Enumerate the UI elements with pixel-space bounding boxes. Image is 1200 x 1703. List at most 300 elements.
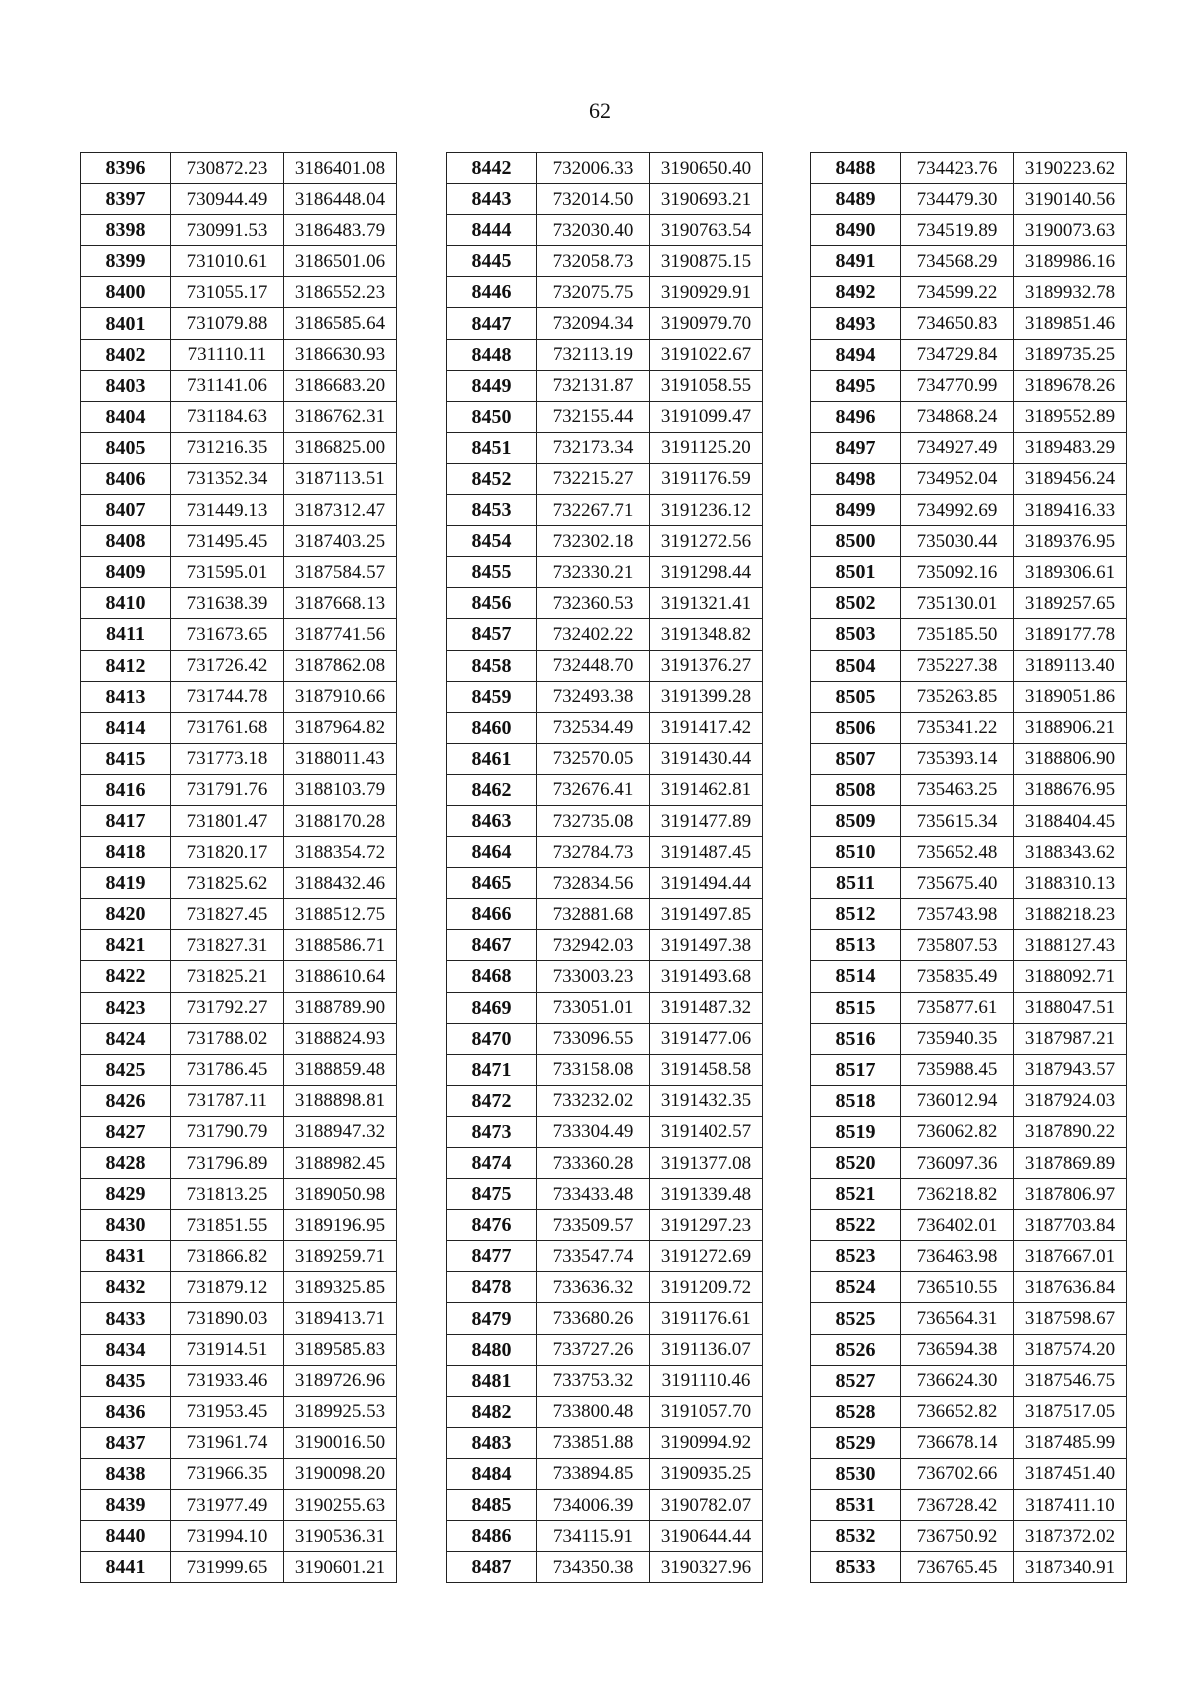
point-id-cell: 8496: [811, 401, 901, 432]
table-row: [81, 588, 397, 619]
x-coordinate-cell: 733636.32: [537, 1272, 650, 1303]
y-coordinate-cell: 3186501.06: [284, 246, 397, 277]
y-coordinate-cell: 3191321.41: [650, 588, 763, 619]
point-id-cell: 8488: [811, 153, 901, 184]
point-id-cell: 8399: [81, 246, 171, 277]
y-coordinate-cell: 3190073.63: [1014, 215, 1127, 246]
table-row: [811, 339, 1127, 370]
x-coordinate-cell: 731791.76: [171, 774, 284, 805]
point-id-cell: 8500: [811, 526, 901, 557]
point-id-cell: 8493: [811, 308, 901, 339]
table-row: [81, 401, 397, 432]
point-id-cell: 8520: [811, 1148, 901, 1179]
point-id-cell: 8485: [447, 1490, 537, 1521]
y-coordinate-cell: 3187703.84: [1014, 1210, 1127, 1241]
point-id-cell: 8435: [81, 1365, 171, 1396]
x-coordinate-cell: 731890.03: [171, 1303, 284, 1334]
table-row: [447, 432, 763, 463]
table-row: [81, 1272, 397, 1303]
point-id-cell: 8398: [81, 215, 171, 246]
table-row: [811, 370, 1127, 401]
table-row: [811, 1210, 1127, 1241]
x-coordinate-cell: 735227.38: [901, 650, 1014, 681]
point-id-cell: 8407: [81, 495, 171, 526]
table-row: [447, 961, 763, 992]
table-row: [81, 215, 397, 246]
y-coordinate-cell: 3187668.13: [284, 588, 397, 619]
x-coordinate-cell: 735393.14: [901, 743, 1014, 774]
point-id-cell: 8434: [81, 1334, 171, 1365]
point-id-cell: 8528: [811, 1396, 901, 1427]
x-coordinate-cell: 736678.14: [901, 1427, 1014, 1458]
table-row: [81, 805, 397, 836]
y-coordinate-cell: 3186401.08: [284, 153, 397, 184]
x-coordinate-cell: 733433.48: [537, 1179, 650, 1210]
table-row: [81, 1085, 397, 1116]
table-row: [811, 1148, 1127, 1179]
y-coordinate-cell: 3190979.70: [650, 308, 763, 339]
y-coordinate-cell: 3191487.32: [650, 992, 763, 1023]
y-coordinate-cell: 3188947.32: [284, 1116, 397, 1147]
x-coordinate-cell: 731977.49: [171, 1490, 284, 1521]
y-coordinate-cell: 3188170.28: [284, 805, 397, 836]
x-coordinate-cell: 731141.06: [171, 370, 284, 401]
x-coordinate-cell: 732942.03: [537, 930, 650, 961]
point-id-cell: 8514: [811, 961, 901, 992]
y-coordinate-cell: 3189050.98: [284, 1179, 397, 1210]
x-coordinate-cell: 732881.68: [537, 899, 650, 930]
point-id-cell: 8403: [81, 370, 171, 401]
y-coordinate-cell: 3190255.63: [284, 1490, 397, 1521]
x-coordinate-cell: 735463.25: [901, 774, 1014, 805]
y-coordinate-cell: 3191493.68: [650, 961, 763, 992]
y-coordinate-cell: 3190994.92: [650, 1427, 763, 1458]
x-coordinate-cell: 731866.82: [171, 1241, 284, 1272]
x-coordinate-cell: 735940.35: [901, 1023, 1014, 1054]
point-id-cell: 8397: [81, 184, 171, 215]
y-coordinate-cell: 3188789.90: [284, 992, 397, 1023]
x-coordinate-cell: 734350.38: [537, 1552, 650, 1583]
table-row: [447, 1272, 763, 1303]
x-coordinate-cell: 735341.22: [901, 712, 1014, 743]
x-coordinate-cell: 733003.23: [537, 961, 650, 992]
x-coordinate-cell: 732155.44: [537, 401, 650, 432]
x-coordinate-cell: 731110.11: [171, 339, 284, 370]
point-id-cell: 8462: [447, 774, 537, 805]
point-id-cell: 8507: [811, 743, 901, 774]
point-id-cell: 8460: [447, 712, 537, 743]
table-row: [811, 930, 1127, 961]
x-coordinate-cell: 732173.34: [537, 432, 650, 463]
y-coordinate-cell: 3188310.13: [1014, 868, 1127, 899]
point-id-cell: 8461: [447, 743, 537, 774]
y-coordinate-cell: 3191176.59: [650, 463, 763, 494]
point-id-cell: 8437: [81, 1427, 171, 1458]
x-coordinate-cell: 736624.30: [901, 1365, 1014, 1396]
point-id-cell: 8527: [811, 1365, 901, 1396]
table-row: [447, 246, 763, 277]
y-coordinate-cell: 3186552.23: [284, 277, 397, 308]
y-coordinate-cell: 3190929.91: [650, 277, 763, 308]
point-id-cell: 8436: [81, 1396, 171, 1427]
point-id-cell: 8420: [81, 899, 171, 930]
y-coordinate-cell: 3191272.69: [650, 1241, 763, 1272]
y-coordinate-cell: 3191110.46: [650, 1365, 763, 1396]
table-row: [447, 588, 763, 619]
table-row: [81, 743, 397, 774]
table-row: [447, 184, 763, 215]
point-id-cell: 8430: [81, 1210, 171, 1241]
y-coordinate-cell: 3187411.10: [1014, 1490, 1127, 1521]
x-coordinate-cell: 733680.26: [537, 1303, 650, 1334]
table-row: [447, 837, 763, 868]
x-coordinate-cell: 735743.98: [901, 899, 1014, 930]
table-row: [81, 432, 397, 463]
x-coordinate-cell: 736402.01: [901, 1210, 1014, 1241]
point-id-cell: 8490: [811, 215, 901, 246]
point-id-cell: 8505: [811, 681, 901, 712]
x-coordinate-cell: 732330.21: [537, 557, 650, 588]
table-row: [81, 1552, 397, 1583]
point-id-cell: 8446: [447, 277, 537, 308]
y-coordinate-cell: 3191348.82: [650, 619, 763, 650]
x-coordinate-cell: 735030.44: [901, 526, 1014, 557]
point-id-cell: 8489: [811, 184, 901, 215]
x-coordinate-cell: 735263.85: [901, 681, 1014, 712]
y-coordinate-cell: 3186825.00: [284, 432, 397, 463]
point-id-cell: 8416: [81, 774, 171, 805]
x-coordinate-cell: 731787.11: [171, 1085, 284, 1116]
point-id-cell: 8466: [447, 899, 537, 930]
point-id-cell: 8422: [81, 961, 171, 992]
table-row: [447, 1148, 763, 1179]
table-row: [811, 401, 1127, 432]
point-id-cell: 8497: [811, 432, 901, 463]
point-id-cell: 8529: [811, 1427, 901, 1458]
y-coordinate-cell: 3189735.25: [1014, 339, 1127, 370]
y-coordinate-cell: 3189257.65: [1014, 588, 1127, 619]
y-coordinate-cell: 3187667.01: [1014, 1241, 1127, 1272]
y-coordinate-cell: 3187546.75: [1014, 1365, 1127, 1396]
x-coordinate-cell: 734952.04: [901, 463, 1014, 494]
coordinate-table-1: [80, 152, 397, 1583]
y-coordinate-cell: 3190601.21: [284, 1552, 397, 1583]
y-coordinate-cell: 3189932.78: [1014, 277, 1127, 308]
table-row: [447, 899, 763, 930]
y-coordinate-cell: 3189306.61: [1014, 557, 1127, 588]
y-coordinate-cell: 3191494.44: [650, 868, 763, 899]
x-coordinate-cell: 732534.49: [537, 712, 650, 743]
x-coordinate-cell: 732030.40: [537, 215, 650, 246]
table-row: [811, 774, 1127, 805]
x-coordinate-cell: 733800.48: [537, 1396, 650, 1427]
y-coordinate-cell: 3190935.25: [650, 1458, 763, 1489]
y-coordinate-cell: 3189552.89: [1014, 401, 1127, 432]
x-coordinate-cell: 731055.17: [171, 277, 284, 308]
x-coordinate-cell: 730872.23: [171, 153, 284, 184]
table-row: [81, 837, 397, 868]
point-id-cell: 8447: [447, 308, 537, 339]
point-id-cell: 8419: [81, 868, 171, 899]
point-id-cell: 8492: [811, 277, 901, 308]
y-coordinate-cell: 3187372.02: [1014, 1521, 1127, 1552]
point-id-cell: 8473: [447, 1116, 537, 1147]
y-coordinate-cell: 3191272.56: [650, 526, 763, 557]
point-id-cell: 8508: [811, 774, 901, 805]
y-coordinate-cell: 3188898.81: [284, 1085, 397, 1116]
y-coordinate-cell: 3191399.28: [650, 681, 763, 712]
table-row: [811, 1427, 1127, 1458]
point-id-cell: 8495: [811, 370, 901, 401]
point-id-cell: 8524: [811, 1272, 901, 1303]
table-row: [447, 463, 763, 494]
x-coordinate-cell: 732215.27: [537, 463, 650, 494]
y-coordinate-cell: 3189113.40: [1014, 650, 1127, 681]
x-coordinate-cell: 731851.55: [171, 1210, 284, 1241]
point-id-cell: 8517: [811, 1054, 901, 1085]
x-coordinate-cell: 732493.38: [537, 681, 650, 712]
x-coordinate-cell: 735835.49: [901, 961, 1014, 992]
y-coordinate-cell: 3187987.21: [1014, 1023, 1127, 1054]
table-row: [81, 650, 397, 681]
x-coordinate-cell: 731914.51: [171, 1334, 284, 1365]
x-coordinate-cell: 731786.45: [171, 1054, 284, 1085]
table-row: [811, 1116, 1127, 1147]
y-coordinate-cell: 3189726.96: [284, 1365, 397, 1396]
point-id-cell: 8453: [447, 495, 537, 526]
y-coordinate-cell: 3187584.57: [284, 557, 397, 588]
x-coordinate-cell: 732131.87: [537, 370, 650, 401]
table-row: [447, 619, 763, 650]
table-row: [811, 1365, 1127, 1396]
y-coordinate-cell: 3187517.05: [1014, 1396, 1127, 1427]
y-coordinate-cell: 3191236.12: [650, 495, 763, 526]
x-coordinate-cell: 732113.19: [537, 339, 650, 370]
table-row: [811, 432, 1127, 463]
x-coordinate-cell: 732570.05: [537, 743, 650, 774]
y-coordinate-cell: 3191487.45: [650, 837, 763, 868]
y-coordinate-cell: 3188676.95: [1014, 774, 1127, 805]
x-coordinate-cell: 734006.39: [537, 1490, 650, 1521]
point-id-cell: 8433: [81, 1303, 171, 1334]
x-coordinate-cell: 731879.12: [171, 1272, 284, 1303]
x-coordinate-cell: 731825.21: [171, 961, 284, 992]
y-coordinate-cell: 3189196.95: [284, 1210, 397, 1241]
x-coordinate-cell: 732267.71: [537, 495, 650, 526]
y-coordinate-cell: 3189177.78: [1014, 619, 1127, 650]
y-coordinate-cell: 3190098.20: [284, 1458, 397, 1489]
table-row: [447, 1552, 763, 1583]
y-coordinate-cell: 3190327.96: [650, 1552, 763, 1583]
y-coordinate-cell: 3189483.29: [1014, 432, 1127, 463]
table-row: [81, 1023, 397, 1054]
point-id-cell: 8480: [447, 1334, 537, 1365]
point-id-cell: 8448: [447, 339, 537, 370]
y-coordinate-cell: 3187806.97: [1014, 1179, 1127, 1210]
y-coordinate-cell: 3188610.64: [284, 961, 397, 992]
table-row: [81, 526, 397, 557]
point-id-cell: 8426: [81, 1085, 171, 1116]
point-id-cell: 8476: [447, 1210, 537, 1241]
y-coordinate-cell: 3190782.07: [650, 1490, 763, 1521]
point-id-cell: 8442: [447, 153, 537, 184]
x-coordinate-cell: 733509.57: [537, 1210, 650, 1241]
y-coordinate-cell: 3191297.23: [650, 1210, 763, 1241]
point-id-cell: 8451: [447, 432, 537, 463]
x-coordinate-cell: 731673.65: [171, 619, 284, 650]
point-id-cell: 8467: [447, 930, 537, 961]
y-coordinate-cell: 3191432.35: [650, 1085, 763, 1116]
y-coordinate-cell: 3189851.46: [1014, 308, 1127, 339]
table-row: [81, 899, 397, 930]
y-coordinate-cell: 3187869.89: [1014, 1148, 1127, 1179]
point-id-cell: 8427: [81, 1116, 171, 1147]
table-row: [81, 992, 397, 1023]
y-coordinate-cell: 3188404.45: [1014, 805, 1127, 836]
table-row: [81, 1490, 397, 1521]
table-row: [447, 1241, 763, 1272]
table-row: [811, 619, 1127, 650]
y-coordinate-cell: 3187598.67: [1014, 1303, 1127, 1334]
x-coordinate-cell: 732402.22: [537, 619, 650, 650]
point-id-cell: 8432: [81, 1272, 171, 1303]
table-row: [811, 215, 1127, 246]
point-id-cell: 8479: [447, 1303, 537, 1334]
table-row: [81, 1365, 397, 1396]
coordinate-table-3: [810, 152, 1127, 1583]
y-coordinate-cell: 3188103.79: [284, 774, 397, 805]
table-row: [811, 1085, 1127, 1116]
point-id-cell: 8452: [447, 463, 537, 494]
point-id-cell: 8411: [81, 619, 171, 650]
point-id-cell: 8513: [811, 930, 901, 961]
x-coordinate-cell: 731953.45: [171, 1396, 284, 1427]
point-id-cell: 8409: [81, 557, 171, 588]
table-row: [81, 1334, 397, 1365]
coordinate-table-2: [446, 152, 763, 1583]
point-id-cell: 8532: [811, 1521, 901, 1552]
point-id-cell: 8471: [447, 1054, 537, 1085]
x-coordinate-cell: 733304.49: [537, 1116, 650, 1147]
y-coordinate-cell: 3187924.03: [1014, 1085, 1127, 1116]
x-coordinate-cell: 731761.68: [171, 712, 284, 743]
point-id-cell: 8412: [81, 650, 171, 681]
point-id-cell: 8469: [447, 992, 537, 1023]
point-id-cell: 8415: [81, 743, 171, 774]
y-coordinate-cell: 3191125.20: [650, 432, 763, 463]
x-coordinate-cell: 736702.66: [901, 1458, 1014, 1489]
point-id-cell: 8487: [447, 1552, 537, 1583]
y-coordinate-cell: 3190644.44: [650, 1521, 763, 1552]
x-coordinate-cell: 735130.01: [901, 588, 1014, 619]
y-coordinate-cell: 3189259.71: [284, 1241, 397, 1272]
y-coordinate-cell: 3187574.20: [1014, 1334, 1127, 1365]
y-coordinate-cell: 3187890.22: [1014, 1116, 1127, 1147]
y-coordinate-cell: 3191099.47: [650, 401, 763, 432]
point-id-cell: 8441: [81, 1552, 171, 1583]
point-id-cell: 8498: [811, 463, 901, 494]
x-coordinate-cell: 731813.25: [171, 1179, 284, 1210]
x-coordinate-cell: 731788.02: [171, 1023, 284, 1054]
point-id-cell: 8521: [811, 1179, 901, 1210]
table-row: [447, 1490, 763, 1521]
table-row: [811, 184, 1127, 215]
x-coordinate-cell: 732448.70: [537, 650, 650, 681]
y-coordinate-cell: 3191377.08: [650, 1148, 763, 1179]
point-id-cell: 8472: [447, 1085, 537, 1116]
point-id-cell: 8501: [811, 557, 901, 588]
point-id-cell: 8530: [811, 1458, 901, 1489]
y-coordinate-cell: 3191402.57: [650, 1116, 763, 1147]
x-coordinate-cell: 736463.98: [901, 1241, 1014, 1272]
y-coordinate-cell: 3191497.38: [650, 930, 763, 961]
table-row: [447, 650, 763, 681]
point-id-cell: 8502: [811, 588, 901, 619]
y-coordinate-cell: 3188127.43: [1014, 930, 1127, 961]
point-id-cell: 8428: [81, 1148, 171, 1179]
y-coordinate-cell: 3191477.89: [650, 805, 763, 836]
table-row: [811, 1552, 1127, 1583]
table-row: [811, 961, 1127, 992]
x-coordinate-cell: 736097.36: [901, 1148, 1014, 1179]
table-row: [81, 370, 397, 401]
x-coordinate-cell: 736564.31: [901, 1303, 1014, 1334]
x-coordinate-cell: 735877.61: [901, 992, 1014, 1023]
x-coordinate-cell: 736750.92: [901, 1521, 1014, 1552]
table-row: [447, 1365, 763, 1396]
y-coordinate-cell: 3188432.46: [284, 868, 397, 899]
x-coordinate-cell: 732006.33: [537, 153, 650, 184]
point-id-cell: 8424: [81, 1023, 171, 1054]
y-coordinate-cell: 3188859.48: [284, 1054, 397, 1085]
x-coordinate-cell: 734868.24: [901, 401, 1014, 432]
x-coordinate-cell: 731184.63: [171, 401, 284, 432]
y-coordinate-cell: 3188982.45: [284, 1148, 397, 1179]
point-id-cell: 8526: [811, 1334, 901, 1365]
x-coordinate-cell: 731933.46: [171, 1365, 284, 1396]
y-coordinate-cell: 3187862.08: [284, 650, 397, 681]
point-id-cell: 8511: [811, 868, 901, 899]
point-id-cell: 8465: [447, 868, 537, 899]
point-id-cell: 8405: [81, 432, 171, 463]
point-id-cell: 8486: [447, 1521, 537, 1552]
table-row: [81, 1179, 397, 1210]
x-coordinate-cell: 731079.88: [171, 308, 284, 339]
x-coordinate-cell: 731495.45: [171, 526, 284, 557]
point-id-cell: 8457: [447, 619, 537, 650]
point-id-cell: 8414: [81, 712, 171, 743]
point-id-cell: 8483: [447, 1427, 537, 1458]
table-row: [81, 1148, 397, 1179]
table-row: [811, 805, 1127, 836]
x-coordinate-cell: 734729.84: [901, 339, 1014, 370]
y-coordinate-cell: 3187910.66: [284, 681, 397, 712]
x-coordinate-cell: 730944.49: [171, 184, 284, 215]
x-coordinate-cell: 732676.41: [537, 774, 650, 805]
x-coordinate-cell: 731726.42: [171, 650, 284, 681]
point-id-cell: 8515: [811, 992, 901, 1023]
table-row: [447, 1179, 763, 1210]
table-row: [81, 339, 397, 370]
x-coordinate-cell: 733851.88: [537, 1427, 650, 1458]
y-coordinate-cell: 3191376.27: [650, 650, 763, 681]
y-coordinate-cell: 3187636.84: [1014, 1272, 1127, 1303]
y-coordinate-cell: 3191058.55: [650, 370, 763, 401]
x-coordinate-cell: 731449.13: [171, 495, 284, 526]
x-coordinate-cell: 736594.38: [901, 1334, 1014, 1365]
y-coordinate-cell: 3190875.15: [650, 246, 763, 277]
y-coordinate-cell: 3189325.85: [284, 1272, 397, 1303]
